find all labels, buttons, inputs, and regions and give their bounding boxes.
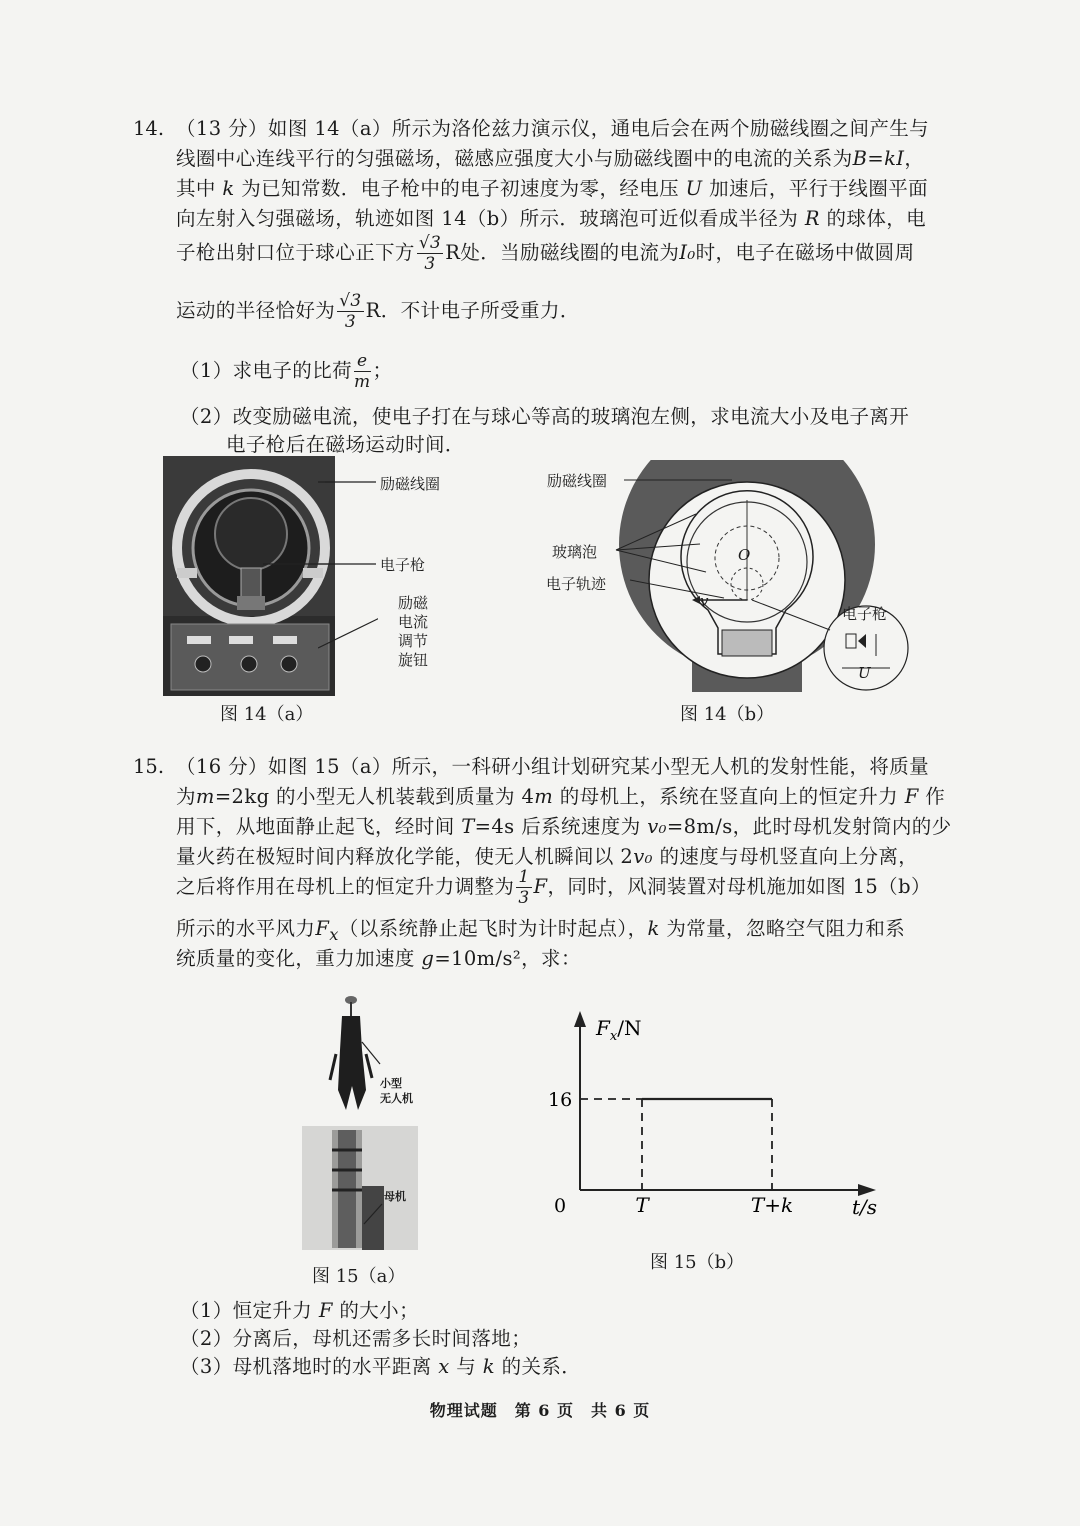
question-text-line: 运动的半径恰好为 $\frac{√3}{3}$ R．不计电子所受重力． (176, 291, 580, 332)
figure-14a-photo (163, 456, 335, 696)
figure-caption: 图 15（b） (650, 1252, 745, 1273)
label-center-O: O (738, 546, 751, 564)
label-bulb: 玻璃泡 (552, 543, 598, 561)
x-axis-label: t/s (852, 1195, 878, 1219)
question-text-line: 其中 k 为已知常数．电子枪中的电子初速度为零，经电压 U 加速后，平行于线圈平面 (176, 177, 929, 200)
question-text-line: 子枪出射口位于球心正下方 $\frac{√3}{3}$ R处．当励磁线圈的电流为I₀时，电子在磁场中做圆周 (176, 233, 915, 274)
label-velocity: v (700, 592, 709, 610)
fraction: $\frac{e}{m}$ (354, 351, 371, 392)
question-text-line: 量火药在极短时间内释放化学能，使无人机瞬间以 2v₀ 的速度与母机竖直向上分离， (176, 845, 919, 868)
sub-question-3: （3）母机落地时的水平距离 x 与 k 的关系． (180, 1355, 582, 1378)
fraction: $\frac{√3}{3}$ (339, 291, 362, 332)
label-electron-track: 电子轨迹 (546, 575, 607, 593)
sub-question-2: （2）分离后，母机还需多长时间落地； (180, 1327, 532, 1350)
y-axis-label: $F_x/N$ (596, 1016, 642, 1044)
sub-question-2: （2）改变励磁电流，使电子打在与球心等高的玻璃泡左侧，求电流大小及电子离开 (180, 405, 910, 428)
figure-15a-photo (296, 990, 418, 1252)
y-axis-arrow (574, 1011, 586, 1027)
label-drone: 小型 无人机 (380, 1077, 413, 1105)
question-number: 14. (133, 117, 165, 140)
question-text-line: （13 分）如图 14（a）所示为洛伦兹力演示仪，通电后会在两个励磁线圈之间产生与 (176, 117, 930, 140)
label-coil: 励磁线圈 (380, 475, 441, 493)
label-voltage-U: U (858, 664, 871, 682)
sub-question-1: （1）求电子的比荷 $\frac{e}{m}$ ； (180, 351, 393, 392)
question-text-line: 向左射入匀强磁场，轨迹如图 14（b）所示．玻璃泡可近似看成半径为 R 的球体，电 (176, 207, 927, 230)
question-text-line: 之后将作用在母机上的恒定升力调整为 $\frac{1}{3}$ F，同时，风洞装置对母机施加如图 15（b） (176, 867, 931, 908)
question-text-line: 统质量的变化，重力加速度 g=10m/s²，求： (176, 947, 581, 970)
label-mother-drone: 母机 (384, 1190, 406, 1203)
sub-question-2-cont: 电子枪后在磁场运动时间． (226, 433, 465, 456)
sub-question-1: （1）恒定升力 F 的大小； (180, 1299, 419, 1322)
figure-15b-chart (540, 1005, 900, 1225)
label-knob: 励磁 电流 调节 旋钮 (398, 594, 429, 669)
figure-caption: 图 14（a） (220, 704, 314, 725)
fraction: $\frac{√3}{3}$ (418, 233, 442, 274)
question-text-line: 所示的水平风力$F_x$（以系统静止起飞时为计时起点），k 为常量，忽略空气阻力和系 (176, 917, 906, 944)
page-footer: 物理试题 第 6 页 共 6 页 (429, 1401, 651, 1420)
question-text-line: 为m=2kg 的小型无人机装载到质量为 4m 的母机上，系统在竖直向上的恒定升力 F 作 (176, 785, 946, 808)
figure-14a-leaders (318, 470, 378, 670)
x-tick-label: T (635, 1193, 649, 1217)
label-electron-gun: 电子枪 (842, 605, 888, 623)
x-tick-label: T+k (750, 1193, 794, 1217)
label-electron-gun: 电子枪 (380, 556, 426, 574)
figure-caption: 图 15（a） (312, 1266, 406, 1287)
y-tick-label: 16 (548, 1089, 573, 1111)
origin-label: 0 (554, 1195, 567, 1217)
question-text-line: 线圈中心连线平行的匀强磁场，磁感应强度大小与励磁线圈中的电流的关系为B=kI， (176, 147, 925, 170)
question-text-line: （16 分）如图 15（a）所示，一科研小组计划研究某小型无人机的发射性能，将质量 (176, 755, 930, 778)
label-coil: 励磁线圈 (547, 472, 608, 490)
question-number: 15. (133, 755, 165, 778)
question-text-line: 用下，从地面静止起飞，经时间 T=4s 后系统速度为 v₀=8m/s，此时母机发射筒内的少 (176, 815, 952, 838)
fraction: $\frac{1}{3}$ (518, 867, 530, 908)
figure-caption: 图 14（b） (680, 704, 775, 725)
